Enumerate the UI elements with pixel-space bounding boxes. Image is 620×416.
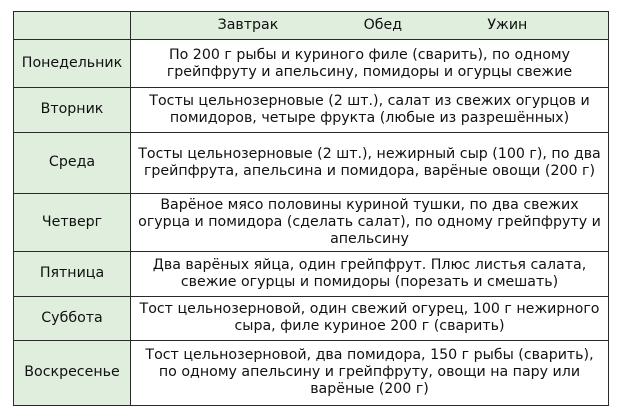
menu-text-saturday: Тост цельнозерновой, один свежий огурец, 100 г нежирного сыра, филе куриное 200 г (сварить): [131, 296, 609, 340]
table-row: [14, 88, 609, 132]
day-label-sunday: Воскресенье: [14, 340, 131, 405]
table-row: [14, 296, 609, 340]
menu-text-monday: По 200 г рыбы и куриного филе (сварить), по одному грейпфруту и апельсину, помидоры и огурцы свежие: [131, 39, 609, 87]
meal-header-cell: [131, 12, 609, 40]
header-lunch: Обед: [363, 16, 403, 33]
day-label-monday: Понедельник: [14, 39, 131, 87]
table-row: [14, 252, 609, 296]
header-breakfast: Завтрак: [217, 16, 279, 33]
day-label-wednesday: Среда: [14, 132, 131, 193]
day-label-friday: Пятница: [14, 252, 131, 296]
table-row: [14, 340, 609, 405]
day-label-saturday: Суббота: [14, 296, 131, 340]
day-label-thursday: Четверг: [14, 193, 131, 252]
diet-plan-table: [13, 11, 609, 406]
table-row: [14, 39, 609, 87]
menu-text-tuesday: Тосты цельнозерновые (2 шт.), салат из свежих огурцов и помидоров, четыре фрукта (любые из разрешённых): [131, 88, 609, 132]
menu-text-wednesday: Тосты цельнозерновые (2 шт.), нежирный сыр (100 г), по два грейпфрута, апельсина и помидора, варёные овощи (200 г): [131, 132, 609, 193]
menu-text-thursday: Варёное мясо половины куриной тушки, по два свежих огурца и помидора (сделать салат), по одному грейпфруту и апельсину: [131, 193, 609, 252]
header-dinner: Ужин: [487, 16, 528, 33]
menu-text-sunday: Тост цельнозерновой, два помидора, 150 г рыбы (сварить), по одному апельсину и грейпфруту, овощи на пару или варёные (200 г): [131, 340, 609, 405]
table-row: [14, 193, 609, 252]
day-label-tuesday: Вторник: [14, 88, 131, 132]
menu-text-friday: Два варёных яйца, один грейпфрут. Плюс листья салата, свежие огурцы и помидоры (порезать и смешать): [131, 252, 609, 296]
table-header-row: [14, 12, 609, 40]
header-corner-cell: [14, 12, 131, 40]
table-row: [14, 132, 609, 193]
